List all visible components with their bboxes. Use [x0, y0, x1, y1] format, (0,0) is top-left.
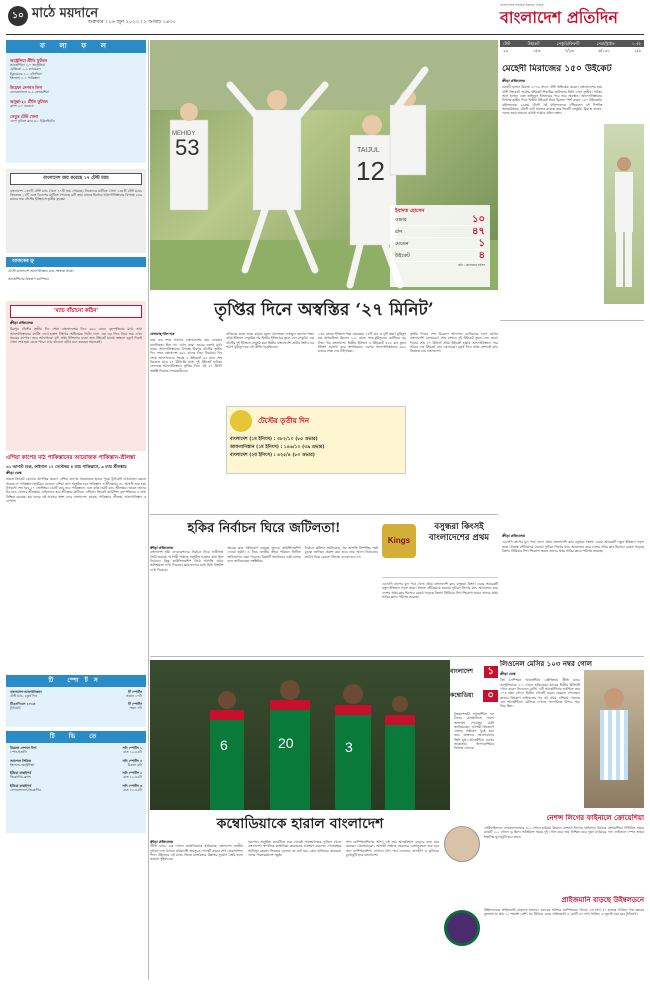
quote-box	[6, 301, 146, 451]
tv-event: ইউরো বাছাইপর্ব	[10, 783, 32, 788]
stat-value: ৬/১৩১	[598, 48, 611, 53]
messi-text: বিশ্ব চ্যাম্পিয়ন আর্জেন্টিনা বেইজিংয়ে প্রীতি ম্যাচে অস্ট্রেলিয়াকে ২-০ গোলে হারিয়েছে। ম্যাচের দ্বিতীয় মিনিটেই গোল করেন লিওনেল মেসি। এটি আর্জেন্টিনার জার্সিতে তার ১০৩ নম্বর গোল। দ্বিতীয় গোলটি করেন হেরমান পেজেল্লা। কাতার বিশ্বকাপ ফাইনালের পর এই প্রথম এশিয়ায় খেলতে এল আর্জেন্টিনা। মেসিকে দেখতে গ্যালারিতে উপচে পড়া ভিড় ছিল।	[500, 678, 580, 709]
scorecard-row: আফগানিস্তান (১ম ইনিংস) : ১৪৬/১০ (৩৯ ওভার)	[230, 445, 325, 450]
stat-row	[395, 226, 485, 238]
quote-byline: ক্রীড়া প্রতিবেদক	[10, 320, 34, 325]
result-line: নেদারল্যান্ডস ৪-২ ক্রোয়েশিয়া	[10, 90, 49, 95]
result-group	[10, 85, 142, 94]
tv-event: বাংলাদেশ-আফগানিস্তান	[10, 690, 42, 694]
newspaper-logo	[500, 4, 618, 28]
result-group	[10, 58, 142, 80]
hockey-article	[150, 546, 378, 646]
result-group	[10, 114, 142, 123]
tv-event: টেস্ট ম্যাচ, চতুর্থ দিন	[10, 694, 37, 699]
miraz-text: মেহেদী হাসান মিরাজ ২০১৬ সালে টেস্ট অভিষেক করেন। বাংলাদেশের হয়ে টেস্ট ক্রিকেটে সর্বোচ্চ উইকেট শিকারির তালিকায় তিনি এখন তৃতীয়। সাকিব আল হাসান এবং তাইজুল ইসলামের পরে তার অবস্থান। আফগানিস্তানের বিপক্ষে তৃতীয় দিনে দ্বিতীয় উইকেট নিয়ে মিরাজ স্পর্শ করেন ১৫০ উইকেটের মাইলফলক। ২৯তম টেস্টে এই মাইলফলকে পৌঁছালেন এই স্পিনিং অলরাউন্ডার। টেস্টে ব্যাট হাতেও রয়েছে তার তিনটি সেঞ্চুরি। মিরাজ বলেন, দলের জয়ে অবদান রাখাই আমার প্রধান লক্ষ্য।	[502, 85, 602, 116]
scorecard-row: বাংলাদেশ (২য় ইনিংস) : ৪২৫/৪ (৮০ ওভার)	[230, 453, 315, 458]
kings-text: এএফসি কাপের মূল পর্বে খেলা প্রথম বাংলাদেশি ক্লাব বসুন্ধরা কিংস। এবার আরেকটি নতুন ইতিহাস গড়ল তারা। নিজস্ব স্টেডিয়ামে ঘরোয়া ফুটবল লিগের ম্যাচ আয়োজন করে দেশের প্রথম ক্লাব হিসেবে রেকর্ড গড়েছে কিংস। প্রিমিয়ার লিগ শিরোপা জয়ও তাদের প্রথম সারির ক্লাবে পরিণত করেছে।	[382, 582, 498, 599]
tv-time: রাত ১২-৪৫টা	[123, 750, 142, 755]
stat-row	[395, 238, 485, 250]
main-col-1	[150, 332, 222, 512]
hockey-text: অনেক ক্লাব অভিযোগ করেছে তাদের কাউন্সিলরশিপ দেওয়া হয়নি। এ নিয়ে জাতীয় ক্রীড়া পরিষদে লিখিত অভিযোগও জমা পড়েছে। বিষয়টি সমাধানের চেষ্টা চলছে বলে জানিয়েছেন সংশ্লিষ্টরা।	[227, 546, 301, 563]
section-divider	[150, 514, 498, 515]
wimbledon-text: উইম্বলডনের প্রাইজমানি বাড়ানো হয়েছে। এবারের আসরে চ্যাম্পিয়নরা পাবেন ২৩ লাখ ৫০ হাজার পাউন্ড। গত বছরের তুলনায় যা প্রায় ১১ শতাংশ বেশি। সব মিলিয়ে এবার প্রাইজমানি ৪ কোটি ৪৭ লাখ পাউন্ড। ৩ জুলাই শুরু হবে টুর্নামেন্ট।	[484, 908, 644, 917]
tv-event: অ্যাশেজ সিরিজ	[10, 758, 31, 763]
tv-row	[10, 763, 142, 767]
messi-intro	[454, 712, 494, 810]
stat-header: ১০/৫	[631, 41, 641, 46]
tv-list	[6, 743, 146, 833]
stat-label: উইকেট	[395, 252, 410, 259]
team-score: ০	[483, 690, 498, 703]
football-article	[150, 840, 440, 980]
stat-number: ১০	[472, 213, 485, 225]
tv-row	[10, 775, 142, 779]
stat-value: ২৯	[503, 48, 509, 53]
kings-header	[382, 516, 498, 578]
tv-channel: সনি স্পোর্টস ২	[122, 771, 142, 776]
messi-byline: ক্রীড়া ডেস্ক	[500, 672, 516, 676]
wimbledon-logo	[444, 910, 480, 946]
messi-article	[500, 660, 644, 810]
tv-event: জিব্রাল্টার-ফ্রান্স	[10, 775, 31, 780]
tv-time: সন্ধ্যা ৭টা	[129, 705, 142, 710]
tv-event: নেদারল্যান্ডস-জিব্রাল্টার	[10, 788, 41, 793]
main-text: ১৩৫ রানের ইনিংসে শান্ত মেরেছেন ১৫টি চার ও দুটি ছক্কা। মুমিনুল হক অপরাজিত ছিলেন ১২১ রানে। শান্ত-মুমিনুলের ব্যাটিংয়ে বড় লিড পায় বাংলাদেশ। দ্বিতীয় ইনিংসে ৪ উইকেটে ৪২৫ রান তুলে ইনিংস ঘোষণা করে স্বাগতিকরা। এরপর আফগানিস্তানকে ৬৬২ রানের লক্ষ্য দেয় টাইগাররা।	[318, 332, 406, 354]
tv-row	[10, 788, 142, 792]
kings-text: এএফসি কাপের মূল পর্বে খেলা প্রথম বাংলাদেশি ক্লাব বসুন্ধরা কিংস। এবার আরেকটি নতুন ইতিহাস গড়ল তারা। নিজস্ব স্টেডিয়ামে ঘরোয়া ফুটবল লিগের ম্যাচ আয়োজন করে দেশের প্রথম ক্লাব হিসেবে রেকর্ড গড়েছে কিংস। প্রিমিয়ার লিগ শিরোপা জয়ও তাদের প্রথম সারির ক্লাবে পরিণত করেছে।	[502, 540, 644, 554]
logo-tagline: বাংলাদেশের সর্বাধিক প্রচারিত দৈনিক	[500, 3, 544, 7]
wimbledon-title: প্রাইজমানি বাড়ছে উইম্বলডনে	[561, 896, 644, 904]
ajker-line: আর্জেন্টিনার বিশ্বকাপ চ্যাম্পিয়ন	[8, 276, 50, 281]
ajker-line: টেস্টে বাংলাদেশ আফগানিস্তান ম্যাচ সংক্রান্ত সংবাদ	[8, 268, 75, 273]
tv-event: স্পেন-ইতালি	[10, 750, 27, 755]
tv-event: ইউরো বাছাইপর্ব	[10, 771, 32, 776]
result-title: অস্ট্রেলিয়া প্রীতি ফুটবল	[10, 58, 48, 63]
tv-time: রাত ১২-৪৫টা	[123, 775, 142, 780]
main-col-4	[410, 332, 498, 512]
result-title: অনূর্ধ্ব-২১ প্রীতি ফুটবল	[10, 99, 48, 105]
hero-photo	[150, 40, 498, 290]
svg-text:TAIJUL: TAIJUL	[357, 147, 380, 154]
tv-row	[10, 694, 142, 698]
stat-number: ৪	[478, 249, 485, 261]
page-number: ১০	[8, 6, 28, 26]
stats-header-row	[500, 40, 644, 47]
stat-row	[395, 250, 485, 262]
football-text: নমপেনে অনুষ্ঠিত ম্যাচটিতে শুরু থেকেই আক্রমণাত্মক ফুটবল খেলে বাংলাদেশ। স্বাগতিক কম্বোডিয়া কয়েকবার আক্রমণ করলেও গোলরক্ষক আনিসুর রহমান জিকোর দৃঢ়তায় তা ব্যর্থ হয়। কোচ হাভিয়ের কাবরেরা দলের পারফরম্যান্সে সন্তুষ্ট।	[248, 840, 341, 857]
stats-value-row	[500, 47, 644, 54]
stat-header: সেরা/স্ট্রাইক	[596, 41, 615, 46]
scorecard-head	[230, 410, 402, 432]
tsports-list	[6, 687, 146, 727]
nations-title: নেশন্স লিগের ফাইনালে ক্রোয়েশিয়া	[546, 814, 644, 822]
messi-photo	[584, 670, 644, 808]
hockey-byline: ক্রীড়া প্রতিবেদক	[150, 546, 174, 550]
main-headline: তৃপ্তির দিনে অস্বস্তির ‘২৭ মিনিট’	[214, 300, 434, 320]
svg-text:6: 6	[220, 737, 228, 753]
wimbledon-article	[444, 896, 644, 982]
bowler-name: ইবাদত হোসেন	[395, 208, 425, 214]
messi-heading	[382, 660, 500, 680]
kings-article-col	[382, 582, 498, 656]
result-line: এনপ ফুটবল ক্লাব ৩-১ ইউনাইটেড	[10, 118, 55, 123]
results-heading: ফ লা ফ ল	[6, 40, 146, 53]
main-text: সাকিবের মতো নজর কাড়ার মতো খেলেছেন নাজমুল হোসেন শান্ত। প্রথম ইনিংসে সেঞ্চুরির পর দ্বিতীয় ইনিংসেও তুলে নেন সেঞ্চুরি। এক টেস্টের দুই ইনিংসে সেঞ্চুরি করা দ্বিতীয় বাংলাদেশি ব্যাটার তিনি। এর আগে মুমিনুল হক এই কীর্তি গড়েছিলেন।	[226, 332, 314, 349]
svg-text:53: 53	[175, 135, 200, 160]
stat-value: ৭/২৬	[564, 48, 574, 53]
miraz-byline: ক্রীড়া প্রতিবেদক	[502, 79, 526, 83]
stat-label: রান	[395, 228, 403, 235]
scorecard-box	[226, 406, 406, 474]
team-name: কম্বোডিয়া	[450, 692, 474, 700]
stat-number: ৪৭	[472, 225, 485, 237]
test-wins-title: বাংলাদেশ জয় করেছে ১৭ টেস্ট ম্যাচ	[10, 173, 142, 185]
nations-article	[444, 814, 644, 894]
column-divider	[148, 40, 149, 980]
nations-text: সেমিফাইনালে নেদারল্যান্ডসকে ৪-২ গোলে হারিয়ে উয়েফা নেশনস লিগের ফাইনালে উঠেছে ক্রোয়েশিয়া। নির্ধারিত সময়ে ম্যাচটি ২-২ গোলে ড্র ছিল। অতিরিক্ত সময়ে দুই গোল করে জয় নিশ্চিত করে লুকা মদরিচের দল। ফাইনালে স্পেন অথবা ইতালির মুখোমুখি হবে তারা।	[484, 826, 644, 839]
messi-title: লিওনেল মেসির ১০৩ নম্বর গোল	[500, 660, 593, 668]
football-text: সাফ চ্যাম্পিয়নশিপের আগে এই জয় আত্মবিশ্বাস বাড়াবে বলে মনে করছেন খেলোয়াড়রা। আগামী সপ্তাহে ভারতের বেঙ্গালুরুতে শুরু হবে সাফ চ্যাম্পিয়নশিপ। সেখানে গ্রুপ পর্বে লেবানন, মালদ্বীপ ও ভুটানের মুখোমুখি হবে বাংলাদেশ।	[346, 840, 439, 857]
stat-row	[395, 214, 485, 226]
stat-header: সেঞ্চুরি/ফিফটি	[556, 41, 580, 46]
result-line: আর্জেন্টিনা ২-০ অস্ট্রেলিয়া	[10, 63, 46, 67]
hockey-text: বাংলাদেশ হকি ফেডারেশনের নির্বাচন নিয়ে জটিলতা তৈরি হয়েছে। আগামী সপ্তাহে অনুষ্ঠিত হওয়ার কথা ছিল নির্বাচন। কিন্তু কাউন্সিলরশিপ নিয়ে আপত্তি ওঠায় অনিশ্চয়তা দেখা দিয়েছে। ক্লাবগুলোর মধ্যে দ্বিধা বিভক্তি দেখা দিয়েছে।	[150, 550, 224, 572]
page-date: শুক্রবার । ১৬ জুন ২০২৩ । ২ আষাঢ় ১৪৩০	[88, 19, 176, 25]
tv-event: টিএনপিএল ২০২৩	[10, 701, 36, 706]
main-col-2	[226, 332, 314, 404]
tv-time: রাত ১২-৪৫টা	[123, 788, 142, 793]
scorecard-title: টেস্টের তৃতীয় দিন	[258, 416, 310, 425]
tv-channel: টি স্পোর্টস	[128, 701, 142, 706]
svg-text:12: 12	[356, 156, 385, 186]
result-line: মেক্সিকো ১-১ ক্যামেরুন	[10, 67, 41, 72]
tv-channel: সনি স্পোর্টস ৩	[122, 783, 142, 788]
tv-time: বিকাল ৪টা	[127, 762, 142, 767]
stat-label: ওভার	[395, 216, 407, 223]
hockey-text: নির্বাচন কমিশন জানিয়েছে, সব আপত্তি নিষ্পত্তির পরই চূড়ান্ত তালিকা প্রকাশ করা হবে। তার আগে নির্বাচনের তারিখ নিয়ে কোনো সিদ্ধান্ত নেওয়া হবে না।	[304, 546, 378, 559]
tv-event: টুর্নামেন্ট	[10, 705, 21, 710]
asia-subtitle: ৩১ আগস্ট শুরু, ফাইনাল ১৭ সেপ্টেম্বর ৪ ম্যাচ পাকিস্তানে, ৯ ম্যাচ শ্রীলঙ্কায়	[6, 463, 127, 469]
ajker-heading: আজকের ক্রু	[6, 257, 146, 267]
scorecard-rows	[230, 436, 402, 460]
stat-header: টেস্ট	[503, 41, 511, 46]
tv-channel: টি স্পোর্টস	[128, 690, 142, 694]
page-section-title: মাঠে ময়দানে	[32, 6, 99, 21]
kings-logo: Kings	[382, 524, 416, 558]
stat-label: মেডেন	[395, 240, 409, 247]
ajker-box	[6, 257, 146, 295]
score-row	[450, 684, 498, 708]
kings-byline: ক্রীড়া প্রতিবেদক	[502, 534, 526, 538]
kings-article	[502, 322, 644, 652]
svg-text:MEHIDY: MEHIDY	[172, 131, 196, 137]
tv-channel: সনি স্পোর্টস ১	[122, 746, 142, 750]
result-line: ইংল্যান্ড ১-১ পাকিস্তান	[10, 75, 40, 80]
section-divider	[150, 656, 644, 657]
stat-value: ১৫৩	[532, 48, 541, 53]
tv-channel: সনি স্পোর্টস ৫	[122, 758, 142, 763]
photo-credit: ছবি : রোবায়েত হাসিব	[458, 263, 485, 268]
header-rule	[6, 34, 644, 35]
football-text: প্রীতি ম্যাচে এক গোলে কম্বোডিয়াকে হারিয়েছে বাংলাদেশ জাতীয় ফুটবল দল। ম্যাচের প্রথমার্ধেই জয়সূচক গোলটি করেন শেখ মোরসালিন। ফিফা উইন্ডোর এই ম্যাচে জিতে র‍্যাংকিংয়ে উন্নতির সুযোগ তৈরি হলো জামাল ভূঁইয়াদের।	[150, 844, 243, 862]
main-text: তৃতীয় দিনের শেষ বিকেলে আফগান ব্যাটারদের চাপে রাখেন বাংলাদেশি বোলাররা। শেষ সেশনে দুই উইকেট তুলে নেন তারা। দিনের শেষ ২৭ মিনিটে প্রথম উইকেট হারায় আফগানিস্তান। পরে আরও এক উইকেট নেন বোলাররা। চতুর্থ দিনে প্রথম সেশনেই ম্যাচ জিততে চায় বাংলাদেশ।	[410, 332, 498, 354]
football-headline: কম্বোডিয়াকে হারাল বাংলাদেশ	[216, 816, 384, 832]
hockey-col	[150, 546, 223, 646]
sidebar	[6, 40, 146, 984]
trophy-icon	[230, 410, 252, 432]
tv-time: সকাল ১০টা	[126, 694, 142, 699]
messi-intro-text: বিশ্বকাপজয়ী আর্জেন্টিনা দল চীনের রাজধানীতে দারুণ অভ্যর্থনা পেয়েছে। মেসি জানিয়েছেন, আগামী বিশ্বকাপে খেলার সম্ভাবনা খুবই কম। তবে ভক্তদের ভালোবাসায় তিনি মুগ্ধ। আর্জেন্টিনা এরপর জাকার্তায় ইন্দোনেশিয়ার বিপক্ষে খেলবে।	[454, 712, 494, 751]
svg-text:20: 20	[278, 735, 294, 751]
result-title: উয়েফা নেশনস লিগ	[10, 85, 43, 91]
miraz-stats-strip	[500, 40, 644, 60]
football-col	[150, 840, 243, 980]
section-divider	[500, 320, 644, 321]
team-score: ১	[484, 666, 499, 679]
results-box	[6, 53, 146, 163]
football-players-illustration	[150, 660, 450, 810]
miraz-article	[502, 64, 644, 319]
asia-title: এশিয়া কাপের মাঠ পাকিস্তানের আয়োজক পাকিস্তান-শ্রীলঙ্কা	[6, 455, 136, 461]
stat-header: উইকেট	[527, 41, 540, 46]
stat-value: ২/৯	[634, 48, 641, 53]
main-text: মাত্র এক দশক আগেও বাংলাদেশের জয় নেওয়ার মানসিকতা ছিল না। এখন তারা জয়ের জন্যই মাঠে নামে। আফগানিস্তানের বিপক্ষে মিরপুর টেস্টের তৃতীয় দিন শেষে বাংলাদেশ ৬৬২ রানের লিড নিয়েছে। দিন শেষে আফগানদের সংগ্রহ ২ উইকেটে ৪৫ রান। শেষ বিকেলে মাত্র ২৭ মিনিটের মধ্যে দুই উইকেট হারিয়ে ফেলেছে আফগানিস্তান। তৃপ্তির দিনে এই ২৭ মিনিট অস্বস্তি দিয়েছে সফরকারীদের।	[150, 338, 222, 373]
test-wins-text: বাংলাদেশ ১৩৭টি টেস্ট ম্যাচ খেলে ১৭টি জয় পেয়েছে। নিজেদের মাটিতে খেলা ১৩৮টি টেস্ট ম্যাচে জিতেছে ১১টি এবং বিদেশের মাটিতে পেয়েছে ৬টি জয়। রানের হিসেবে আফগানিস্তানের বিপক্ষে ৫৪৬ রানের জয় টেস্টের ইতিহাসে তৃতীয় বৃহত্তম।	[10, 188, 142, 202]
tv-row	[10, 706, 142, 710]
hockey-headline: হকির নির্বাচন ঘিরে জটিলতা!	[187, 521, 341, 536]
quote-text: মিরপুর টেস্টের তৃতীয় দিন শেষে বাংলাদেশের লিড ৬৬২ রানে। বৃহস্পতিবার মাঠে নামা আফগানিস্তানের ব্যাটিং দেখে হতাশ টাইগার অধিনায়ক লিটন দাস। এত বড় লিড নিয়ে জয় এখন সময়ের ব্যাপার। তবে আফগানরা যদি প্রথম ইনিংসের মতো দ্রুত উইকেট হারায় তাহলে চতুর্থ দিনেই খেলা শেষ হয়ে যেতে পারে। ম্যাচ বাঁচানো কঠিন মনে করছেন অনেকেই।	[10, 327, 142, 345]
miraz-photo	[604, 124, 644, 304]
asia-cup-article	[6, 455, 146, 675]
main-col-3	[318, 332, 406, 404]
quote-title: 'ম্যাচ বাঁচানো কঠিন'	[10, 305, 142, 318]
kings-title: বসুন্ধরা কিংসই বাংলাদেশের প্রথম	[428, 522, 490, 543]
tv-heading: টি ভি তে	[6, 731, 146, 743]
football-byline: ক্রীড়া প্রতিবেদক	[150, 840, 174, 844]
miraz-title: মেহেদী মিরাজের ১৫০ উইকেট	[502, 64, 612, 74]
stat-number: ১	[478, 237, 485, 249]
result-group	[10, 99, 142, 108]
main-byline: মেজবাহ্-উল-হক	[150, 332, 175, 336]
modric-photo	[444, 826, 480, 862]
test-wins-box	[6, 169, 146, 253]
asia-byline: ক্রীড়া ডেস্ক	[6, 470, 22, 475]
result-line: ফ্রান্স ২-০ নরওয়ে	[10, 104, 34, 109]
result-line: ইক্যুয়েডর ১-১ বলিভিয়া	[10, 71, 42, 76]
scorecard-row: বাংলাদেশ (১ম ইনিংস) : ৩৮২/১০ (৮৫ ওভার)	[230, 437, 318, 442]
tv-event: উয়েফা নেশনস লিগ	[10, 746, 37, 750]
result-title: সেতুর টেস্ট খেলা	[10, 113, 39, 119]
logo-text: বাংলাদেশ প্রতিদিন	[500, 7, 618, 27]
tsports-heading: টি স্পোর্টস	[6, 675, 146, 687]
team-name: বাংলাদেশ	[450, 668, 473, 676]
tv-event: ইংল্যান্ড-অস্ট্রেলিয়া	[10, 762, 35, 767]
svg-text:3: 3	[345, 739, 353, 755]
bowler-stat-card	[390, 205, 490, 287]
football-photo	[150, 660, 450, 810]
asia-text: ভারত ক্রিকেট বোর্ডের আপত্তির কারণে এশিয়া কাপের আয়োজক হয়েও পুরো টুর্নামেন্ট আয়োজন করতে পারছে না পাকিস্তান। হাইব্রিড মডেলে এশিয়া কাপ অনুষ্ঠিত হবে পাকিস্তান ও শ্রীলঙ্কায়। ৩১ আগস্ট শুরু হয়ে টুর্নামেন্ট শেষ হবে ১৭ সেপ্টেম্বর। চারটি ম্যাচ হবে পাকিস্তানে এবং বাকি নয়টি ম্যাচ শ্রীলঙ্কায়। ভারত তাদের সব ম্যাচ খেলবে শ্রীলঙ্কায়। ফাইনালও হবে শ্রীলঙ্কার মাটিতে। এশিয়ান ক্রিকেট কাউন্সিল বৃহস্পতিবার এ তথ্য নিশ্চিত করেছে। ছয় দলের এই আসরে অংশ নেবে বাংলাদেশ, ভারত, পাকিস্তান, শ্রীলঙ্কা, আফগানিস্তান ও নেপাল।	[6, 477, 146, 503]
tv-row	[10, 750, 142, 754]
